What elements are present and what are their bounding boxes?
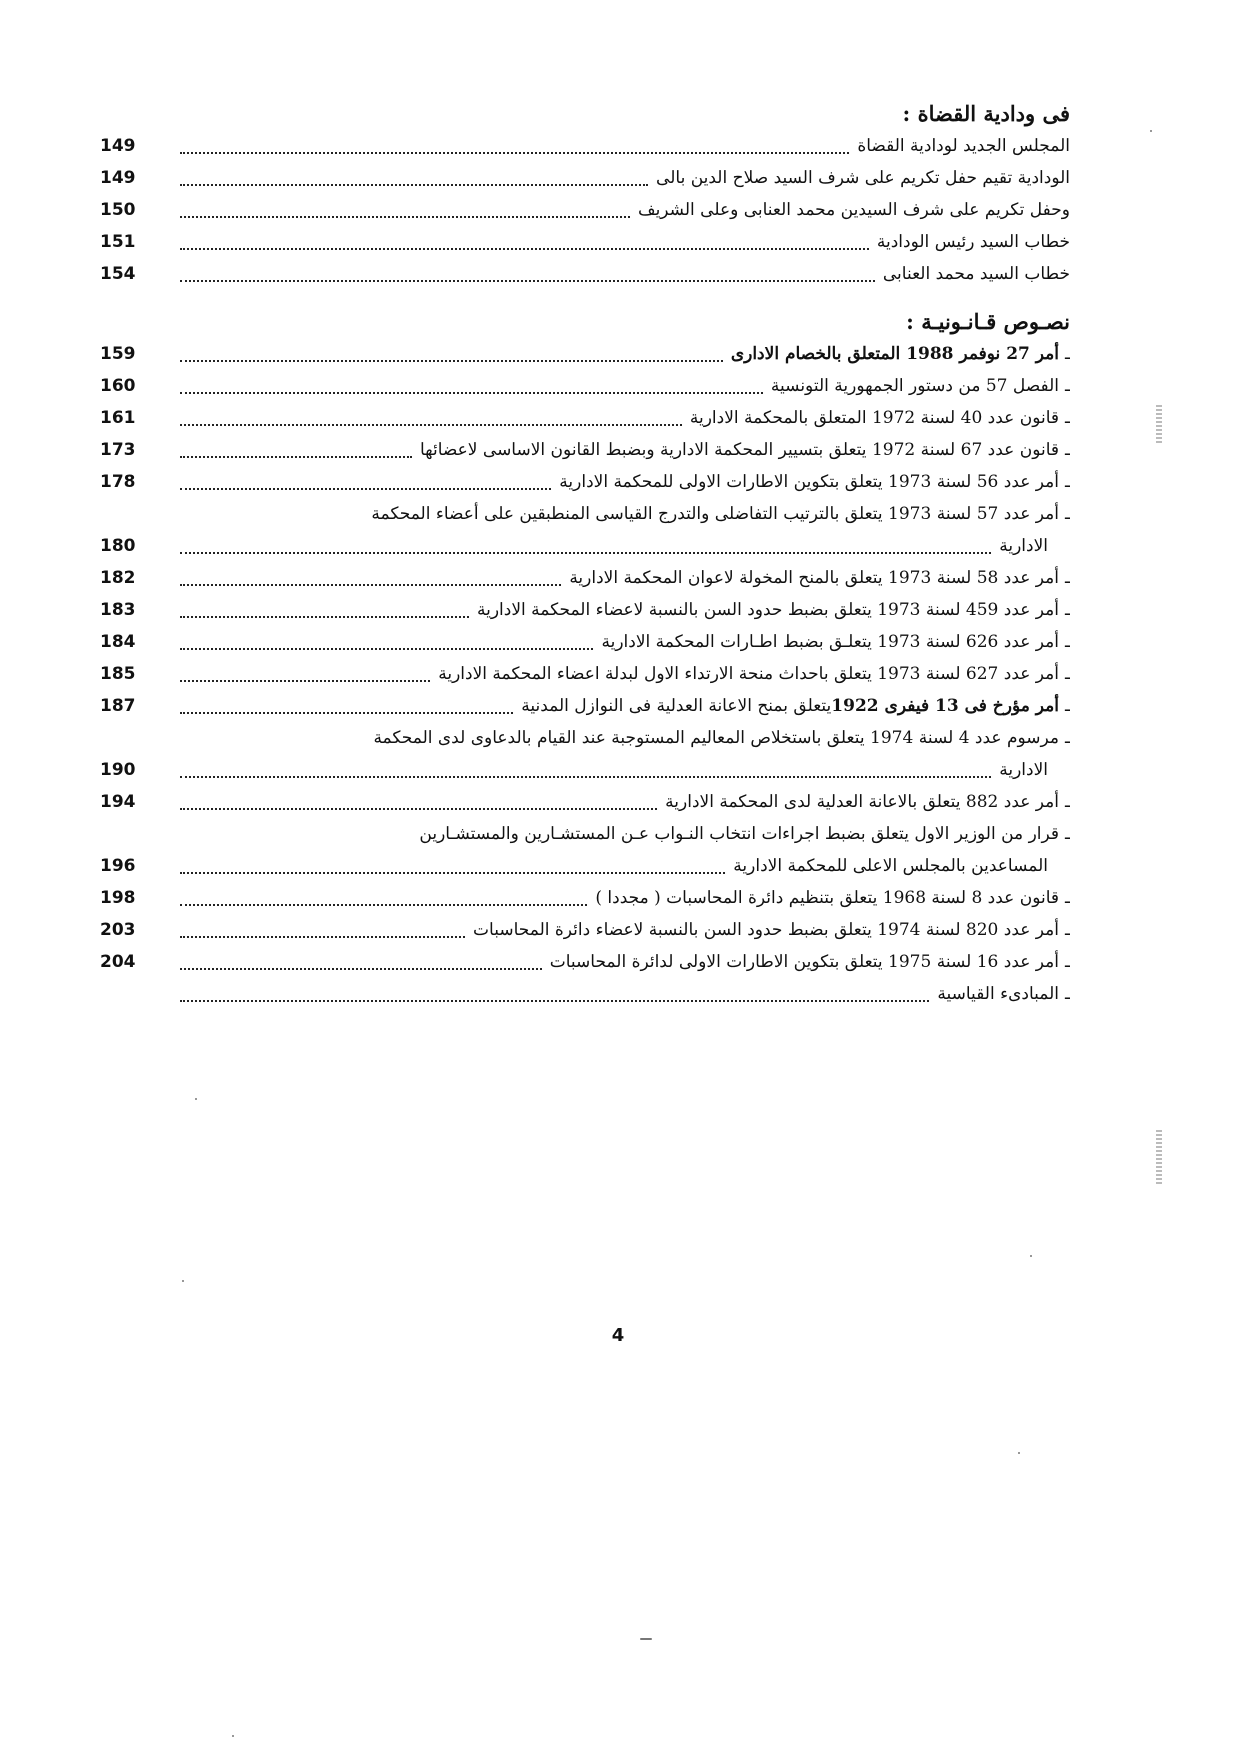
leader-dots [180, 360, 723, 362]
list-item [100, 562, 1070, 594]
leader-dots [180, 968, 542, 970]
page-number: 160 [100, 376, 136, 396]
leader-dots [180, 712, 513, 714]
dash-bullet: ـ [1065, 984, 1070, 1004]
entry-title-continuation: المساعدين بالمجلس الاعلى للمحكمة الادارية [733, 856, 1048, 876]
list-item [100, 914, 1070, 946]
leader-dots [180, 1000, 929, 1002]
list-item [100, 466, 1070, 498]
list-item [100, 882, 1070, 914]
list-item [100, 946, 1070, 978]
dash-bullet: ـ [1065, 824, 1070, 844]
entry-title: أمر عدد 58 لسنة 1973 يتعلق بالمنح المخولة لاعوان المحكمة الادارية [569, 568, 1060, 588]
leader-dots [180, 424, 682, 426]
page-number: 149 [100, 168, 136, 188]
entry-title: أمر عدد 56 لسنة 1973 يتعلق بتكوين الاطارات الاولى للمحكمة الادارية [559, 472, 1060, 492]
leader-dots [180, 488, 551, 490]
page-number: 178 [100, 472, 136, 492]
entry-title: مرسوم عدد 4 لسنة 1974 يتعلق باستخلاص المعاليم المستوجبة عند القيام بالدعاوى لدى المحكمة [373, 728, 1060, 748]
dash-bullet: ـ [1065, 376, 1070, 396]
entry-title-continuation: الادارية [999, 760, 1048, 780]
list-item [100, 626, 1070, 658]
list-item [100, 226, 1070, 258]
entry-title: خطاب السيد رئيس الودادية [876, 232, 1070, 252]
page-number: 149 [100, 136, 136, 156]
list-item [100, 370, 1070, 402]
leader-dots [180, 184, 648, 186]
entry-title: أمر عدد 627 لسنة 1973 يتعلق باحداث منحة الارتداء الاول لبدلة اعضاء المحكمة الادارية [438, 664, 1060, 684]
list-item [100, 162, 1070, 194]
list-item [100, 194, 1070, 226]
scan-speck [182, 1280, 184, 1282]
list-item [100, 434, 1070, 466]
dash-bullet: ـ [1065, 920, 1070, 940]
page-number: 150 [100, 200, 136, 220]
page-number: 151 [100, 232, 136, 252]
list-item [100, 594, 1070, 626]
list-item [100, 690, 1070, 722]
dash-bullet: ـ [1065, 504, 1070, 524]
page-number: 182 [100, 568, 136, 588]
entry-title: أمر 27 نوفمر 1988 المتعلق بالخصام الادارى [730, 344, 1060, 364]
leader-dots [180, 248, 869, 250]
leader-dots [180, 680, 430, 682]
entry-title-bold-part: أمر مؤرخ فى 13 فيفرى 1922 [831, 696, 1060, 716]
list-item [100, 130, 1070, 162]
list-item [100, 978, 1070, 1010]
leader-dots [180, 584, 561, 586]
entry-title-rest: يتعلق بمنح الاعانة العدلية فى النوازل المدنية [521, 696, 832, 716]
page-number: 173 [100, 440, 136, 460]
scan-speck [640, 1638, 652, 1640]
dash-bullet: ـ [1065, 664, 1070, 684]
scan-speck [1030, 1255, 1032, 1257]
page-number: 185 [100, 664, 136, 684]
entry-title: أمر عدد 820 لسنة 1974 يتعلق بضبط حدود السن بالنسبة لاعضاء دائرة المحاسبات [473, 920, 1060, 940]
dash-bullet: ـ [1065, 600, 1070, 620]
page-number: 194 [100, 792, 136, 812]
list-item [100, 338, 1070, 370]
entry-title: أمر عدد 57 لسنة 1973 يتعلق بالترتيب التفاضلى والتدرج القياسى المنطبقين على أعضاء المحكمة [371, 504, 1060, 524]
page-number: 161 [100, 408, 136, 428]
section2-list [100, 338, 1070, 1010]
page-number: 204 [100, 952, 136, 972]
leader-dots [180, 616, 469, 618]
list-item [100, 786, 1070, 818]
dash-bullet: ـ [1065, 408, 1070, 428]
entry-title: أمر عدد 882 يتعلق بالاعانة العدلية لدى المحكمة الادارية [665, 792, 1060, 812]
entry-title: أمر عدد 626 لسنة 1973 يتعلـق بضبط اطـارات المحكمة الادارية [601, 632, 1060, 652]
entry-title: الفصل 57 من دستور الجمهورية التونسية [770, 376, 1060, 396]
leader-dots [180, 936, 465, 938]
leader-dots [180, 552, 991, 554]
dash-bullet: ـ [1065, 568, 1070, 588]
dash-bullet: ـ [1065, 952, 1070, 972]
dash-bullet: ـ [1065, 888, 1070, 908]
section-heading-legal-texts: نصـوص قـانـونيـة : [906, 309, 1070, 334]
dash-bullet: ـ [1065, 344, 1070, 364]
leader-dots [180, 808, 657, 810]
page-number: 203 [100, 920, 136, 940]
scan-speck [195, 1098, 197, 1100]
entry-title: قرار من الوزير الاول يتعلق بضبط اجراءات انتخاب النـواب عـن المستشـارين والمستشـارين [419, 824, 1060, 844]
section1-list [100, 130, 1070, 290]
scan-speck [232, 1735, 234, 1737]
page-number: 187 [100, 696, 136, 716]
leader-dots [180, 392, 763, 394]
dash-bullet: ـ [1065, 792, 1070, 812]
leader-dots [180, 776, 991, 778]
scan-speck [1018, 1452, 1020, 1454]
list-item [100, 258, 1070, 290]
entry-title: أمر عدد 16 لسنة 1975 يتعلق بتكوين الاطارات الاولى لدائرة المحاسبات [549, 952, 1060, 972]
page-number: 184 [100, 632, 136, 652]
scan-artifact [1156, 405, 1162, 445]
dash-bullet: ـ [1065, 728, 1070, 748]
list-item [100, 818, 1070, 882]
page-number: 190 [100, 760, 136, 780]
entry-title: وحفل تكريم على شرف السيدين محمد العنابى وعلى الشريف [637, 200, 1070, 220]
leader-dots [180, 648, 593, 650]
list-item [100, 722, 1070, 786]
dash-bullet: ـ [1065, 472, 1070, 492]
page-number: 198 [100, 888, 136, 908]
entry-title: أمر عدد 459 لسنة 1973 يتعلق بضبط حدود السن بالنسبة لاعضاء المحكمة الادارية [476, 600, 1060, 620]
page-number: 154 [100, 264, 136, 284]
leader-dots [180, 904, 587, 906]
list-item [100, 498, 1070, 562]
scan-artifact [1156, 1130, 1162, 1185]
footer-page-number: 4 [611, 1325, 625, 1346]
dash-bullet: ـ [1065, 696, 1070, 716]
list-item [100, 658, 1070, 690]
page-number: 196 [100, 856, 136, 876]
leader-dots [180, 456, 412, 458]
dash-bullet: ـ [1065, 632, 1070, 652]
section-heading-judges-association: فى ودادية القضاة : [902, 101, 1070, 126]
entry-title: قانون عدد 40 لسنة 1972 المتعلق بالمحكمة الادارية [689, 408, 1060, 428]
entry-title: الودادية تقيم حفل تكريم على شرف السيد صلاح الدين بالى [656, 168, 1070, 188]
entry-title-continuation: الادارية [999, 536, 1048, 556]
page-number: 159 [100, 344, 136, 364]
entry-title: المبادىء القياسية [937, 984, 1060, 1004]
leader-dots [180, 280, 875, 282]
list-item [100, 402, 1070, 434]
entry-title: خطاب السيد محمد العنابى [882, 264, 1070, 284]
leader-dots [180, 152, 849, 154]
entry-title: قانون عدد 8 لسنة 1968 يتعلق بتنظيم دائرة المحاسبات ( مجددا ) [595, 888, 1060, 908]
page-number: 183 [100, 600, 136, 620]
leader-dots [180, 872, 725, 874]
scan-speck [1150, 130, 1152, 132]
table-of-contents [100, 98, 1070, 1010]
leader-dots [180, 216, 630, 218]
entry-title: قانون عدد 67 لسنة 1972 يتعلق بتسيير المحكمة الادارية وبضبط القانون الاساسى لاعضائها [419, 440, 1060, 460]
dash-bullet: ـ [1065, 440, 1070, 460]
page-number: 180 [100, 536, 136, 556]
entry-title: المجلس الجديد لودادية القضاة [857, 136, 1070, 156]
